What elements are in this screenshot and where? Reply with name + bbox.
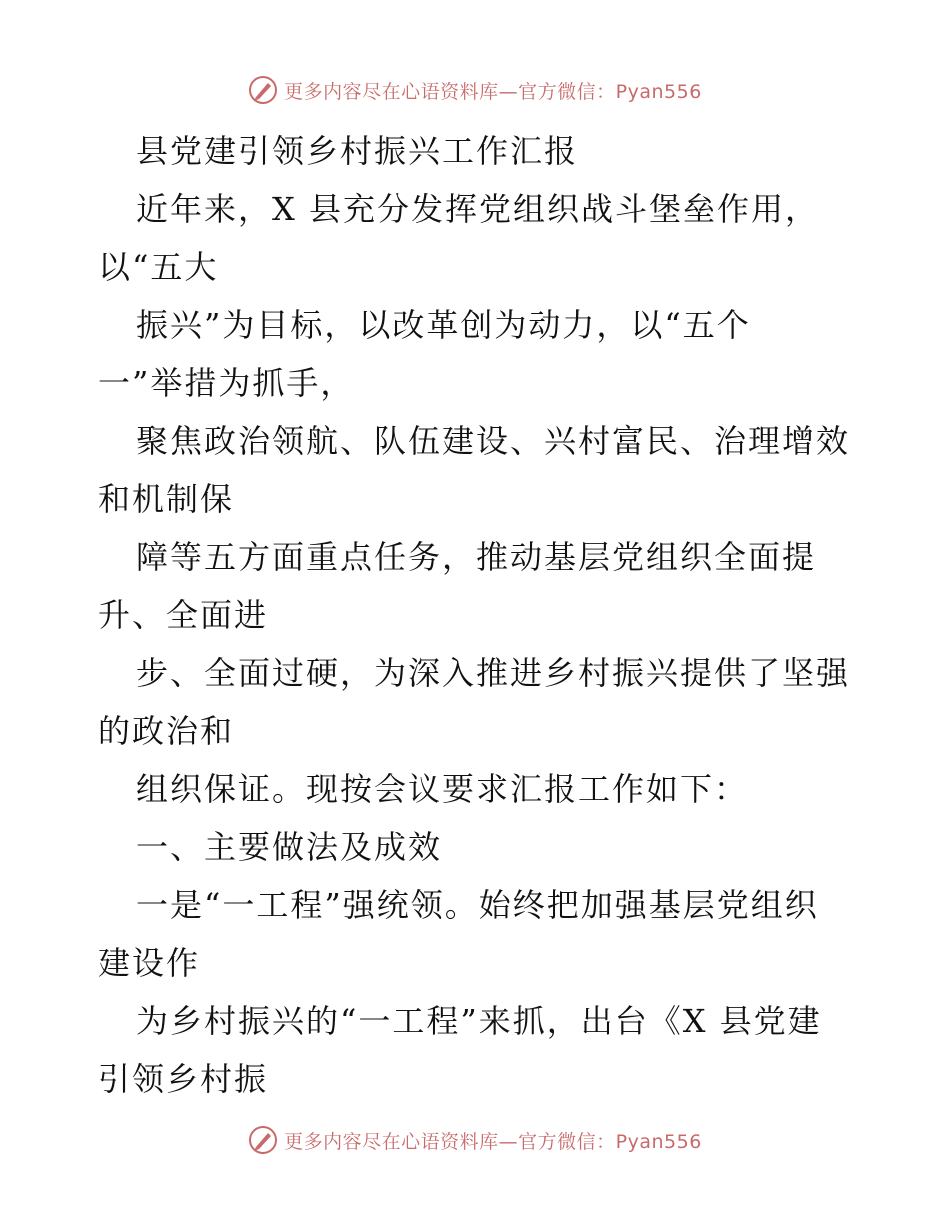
document-title: 县党建引领乡村振兴工作汇报 xyxy=(136,132,579,170)
text-line: 以“五大 xyxy=(98,248,219,286)
text-line: 为乡村振兴的“一工程”来抓，出台《X 县党建 xyxy=(136,1002,822,1040)
text-line: 建设作 xyxy=(98,944,201,982)
text-line: 障等五方面重点任务，推动基层党组织全面提 xyxy=(136,538,817,576)
text-line: 组织保证。现按会议要求汇报工作如下： xyxy=(136,770,749,808)
watermark-text xyxy=(284,1127,702,1154)
text-line: 一、主要做法及成效 xyxy=(136,828,443,866)
text-line: 聚焦政治领航、队伍建设、兴村富民、治理增效 xyxy=(136,422,851,460)
watermark-dash: — xyxy=(498,80,519,103)
text-line: 和机制保 xyxy=(98,480,235,518)
pen-logo-icon xyxy=(248,75,278,105)
document-body xyxy=(98,122,858,1108)
text-line: 步、全面过硬，为深入推进乡村振兴提供了坚强 xyxy=(136,654,851,692)
text-line: 引领乡村振 xyxy=(98,1060,269,1098)
text-line: 一是“一工程”强统领。始终把加强基层党组织 xyxy=(136,886,819,924)
footer-watermark xyxy=(0,1120,950,1160)
watermark-wechat: 官方微信：Pyan556 xyxy=(518,80,702,103)
text-line: 升、全面进 xyxy=(98,596,269,634)
watermark-text xyxy=(284,77,702,104)
header-watermark xyxy=(0,70,950,110)
pen-logo-icon xyxy=(248,1125,278,1155)
watermark-site: 更多内容尽在心语资料库 xyxy=(284,80,499,103)
text-line: 振兴”为目标，以改革创为动力，以“五个 xyxy=(136,306,751,344)
watermark-dash: — xyxy=(498,1130,519,1153)
text-line: 一”举措为抓手， xyxy=(98,364,355,402)
text-line: 近年来，X 县充分发挥党组织战斗堡垒作用， xyxy=(136,190,819,228)
text-line: 的政治和 xyxy=(98,712,235,750)
watermark-wechat: 官方微信：Pyan556 xyxy=(518,1130,702,1153)
watermark-site: 更多内容尽在心语资料库 xyxy=(284,1130,499,1153)
